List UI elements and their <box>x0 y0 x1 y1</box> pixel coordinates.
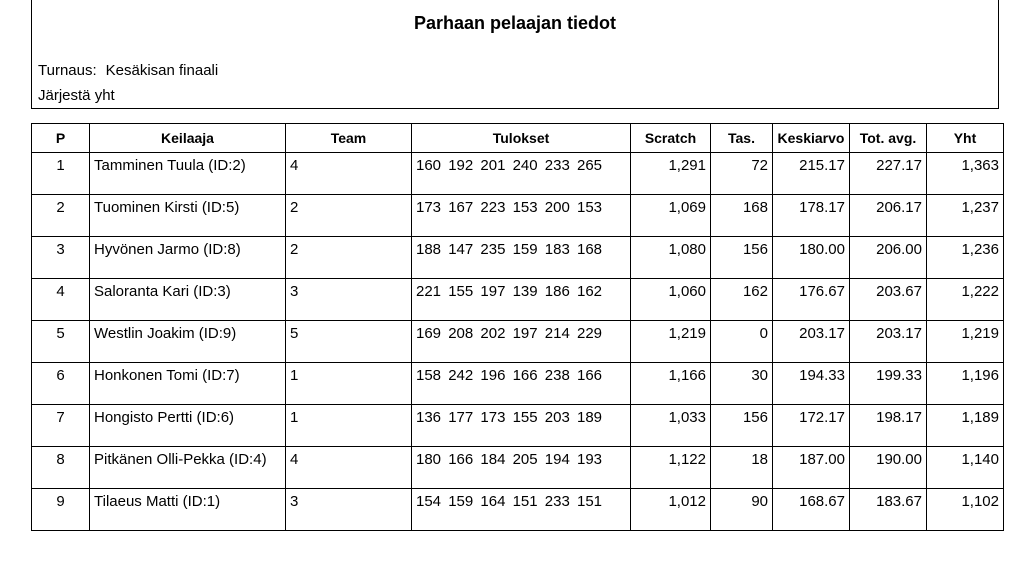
table-row <box>32 447 1004 489</box>
cell-average: 172.17 <box>773 405 850 447</box>
cell-total: 1,196 <box>927 363 1004 405</box>
cell-average: 178.17 <box>773 195 850 237</box>
cell-player: Tilaeus Matti (ID:1) <box>90 489 286 531</box>
cell-average: 187.00 <box>773 447 850 489</box>
cell-average: 194.33 <box>773 363 850 405</box>
cell-rank: 2 <box>32 195 90 237</box>
table-row <box>32 405 1004 447</box>
cell-average: 168.67 <box>773 489 850 531</box>
col-header-p: P <box>32 124 90 153</box>
cell-scores: 158 242 196 166 238 166 <box>412 363 631 405</box>
cell-scores: 169 208 202 197 214 229 <box>412 321 631 363</box>
tournament-line <box>38 62 218 79</box>
cell-average: 176.67 <box>773 279 850 321</box>
cell-scratch: 1,219 <box>631 321 711 363</box>
cell-player: Tuominen Kirsti (ID:5) <box>90 195 286 237</box>
cell-total: 1,363 <box>927 153 1004 195</box>
cell-total-average: 203.17 <box>850 321 927 363</box>
cell-total: 1,102 <box>927 489 1004 531</box>
cell-scratch: 1,291 <box>631 153 711 195</box>
cell-total-average: 227.17 <box>850 153 927 195</box>
cell-team: 2 <box>286 237 412 279</box>
table-row <box>32 489 1004 531</box>
cell-average: 180.00 <box>773 237 850 279</box>
cell-scores: 180 166 184 205 194 193 <box>412 447 631 489</box>
col-header-tot-avg: Tot. avg. <box>850 124 927 153</box>
cell-player: Tamminen Tuula (ID:2) <box>90 153 286 195</box>
cell-scores: 221 155 197 139 186 162 <box>412 279 631 321</box>
cell-rank: 7 <box>32 405 90 447</box>
cell-total: 1,219 <box>927 321 1004 363</box>
col-header-scratch: Scratch <box>631 124 711 153</box>
cell-handicap: 30 <box>711 363 773 405</box>
cell-scratch: 1,060 <box>631 279 711 321</box>
cell-scores: 154 159 164 151 233 151 <box>412 489 631 531</box>
cell-rank: 3 <box>32 237 90 279</box>
cell-rank: 6 <box>32 363 90 405</box>
cell-total: 1,236 <box>927 237 1004 279</box>
cell-average: 215.17 <box>773 153 850 195</box>
cell-total: 1,140 <box>927 447 1004 489</box>
cell-handicap: 72 <box>711 153 773 195</box>
table-row <box>32 279 1004 321</box>
cell-total-average: 190.00 <box>850 447 927 489</box>
cell-player: Hyvönen Jarmo (ID:8) <box>90 237 286 279</box>
cell-player: Pitkänen Olli-Pekka (ID:4) <box>90 447 286 489</box>
cell-handicap: 156 <box>711 237 773 279</box>
cell-player: Hongisto Pertti (ID:6) <box>90 405 286 447</box>
tournament-label: Turnaus: <box>38 62 97 79</box>
cell-total: 1,189 <box>927 405 1004 447</box>
table-row <box>32 363 1004 405</box>
cell-handicap: 0 <box>711 321 773 363</box>
cell-player: Westlin Joakim (ID:9) <box>90 321 286 363</box>
sort-order-text: Järjestä yht <box>38 87 115 104</box>
cell-scores: 173 167 223 153 200 153 <box>412 195 631 237</box>
cell-scratch: 1,080 <box>631 237 711 279</box>
cell-team: 5 <box>286 321 412 363</box>
report-title: Parhaan pelaajan tiedot <box>413 13 617 33</box>
cell-player: Honkonen Tomi (ID:7) <box>90 363 286 405</box>
cell-total: 1,222 <box>927 279 1004 321</box>
cell-scores: 136 177 173 155 203 189 <box>412 405 631 447</box>
cell-team: 4 <box>286 447 412 489</box>
cell-total-average: 199.33 <box>850 363 927 405</box>
cell-average: 203.17 <box>773 321 850 363</box>
table-row <box>32 237 1004 279</box>
cell-scratch: 1,033 <box>631 405 711 447</box>
cell-team: 4 <box>286 153 412 195</box>
cell-team: 2 <box>286 195 412 237</box>
cell-scores: 160 192 201 240 233 265 <box>412 153 631 195</box>
cell-handicap: 168 <box>711 195 773 237</box>
cell-rank: 4 <box>32 279 90 321</box>
cell-handicap: 156 <box>711 405 773 447</box>
tournament-value: Kesäkisan finaali <box>105 62 219 79</box>
table-row <box>32 321 1004 363</box>
col-header-keilaaja: Keilaaja <box>90 124 286 153</box>
table-row <box>32 195 1004 237</box>
cell-team: 1 <box>286 405 412 447</box>
cell-player: Saloranta Kari (ID:3) <box>90 279 286 321</box>
cell-rank: 5 <box>32 321 90 363</box>
header-row <box>32 124 1004 153</box>
cell-team: 3 <box>286 489 412 531</box>
col-header-tas: Tas. <box>711 124 773 153</box>
cell-scratch: 1,166 <box>631 363 711 405</box>
cell-total-average: 206.00 <box>850 237 927 279</box>
results-table <box>31 123 1004 531</box>
cell-total-average: 206.17 <box>850 195 927 237</box>
col-header-tulokset: Tulokset <box>412 124 631 153</box>
report-header <box>31 0 999 109</box>
cell-scratch: 1,069 <box>631 195 711 237</box>
cell-total-average: 183.67 <box>850 489 927 531</box>
table-row <box>32 153 1004 195</box>
cell-rank: 1 <box>32 153 90 195</box>
cell-team: 1 <box>286 363 412 405</box>
col-header-keskiarvo: Keskiarvo <box>773 124 850 153</box>
cell-total: 1,237 <box>927 195 1004 237</box>
cell-scratch: 1,012 <box>631 489 711 531</box>
cell-team: 3 <box>286 279 412 321</box>
cell-rank: 9 <box>32 489 90 531</box>
cell-scores: 188 147 235 159 183 168 <box>412 237 631 279</box>
col-header-team: Team <box>286 124 412 153</box>
col-header-yht: Yht <box>927 124 1004 153</box>
cell-total-average: 203.67 <box>850 279 927 321</box>
cell-total-average: 198.17 <box>850 405 927 447</box>
cell-handicap: 162 <box>711 279 773 321</box>
cell-scratch: 1,122 <box>631 447 711 489</box>
cell-rank: 8 <box>32 447 90 489</box>
cell-handicap: 18 <box>711 447 773 489</box>
cell-handicap: 90 <box>711 489 773 531</box>
